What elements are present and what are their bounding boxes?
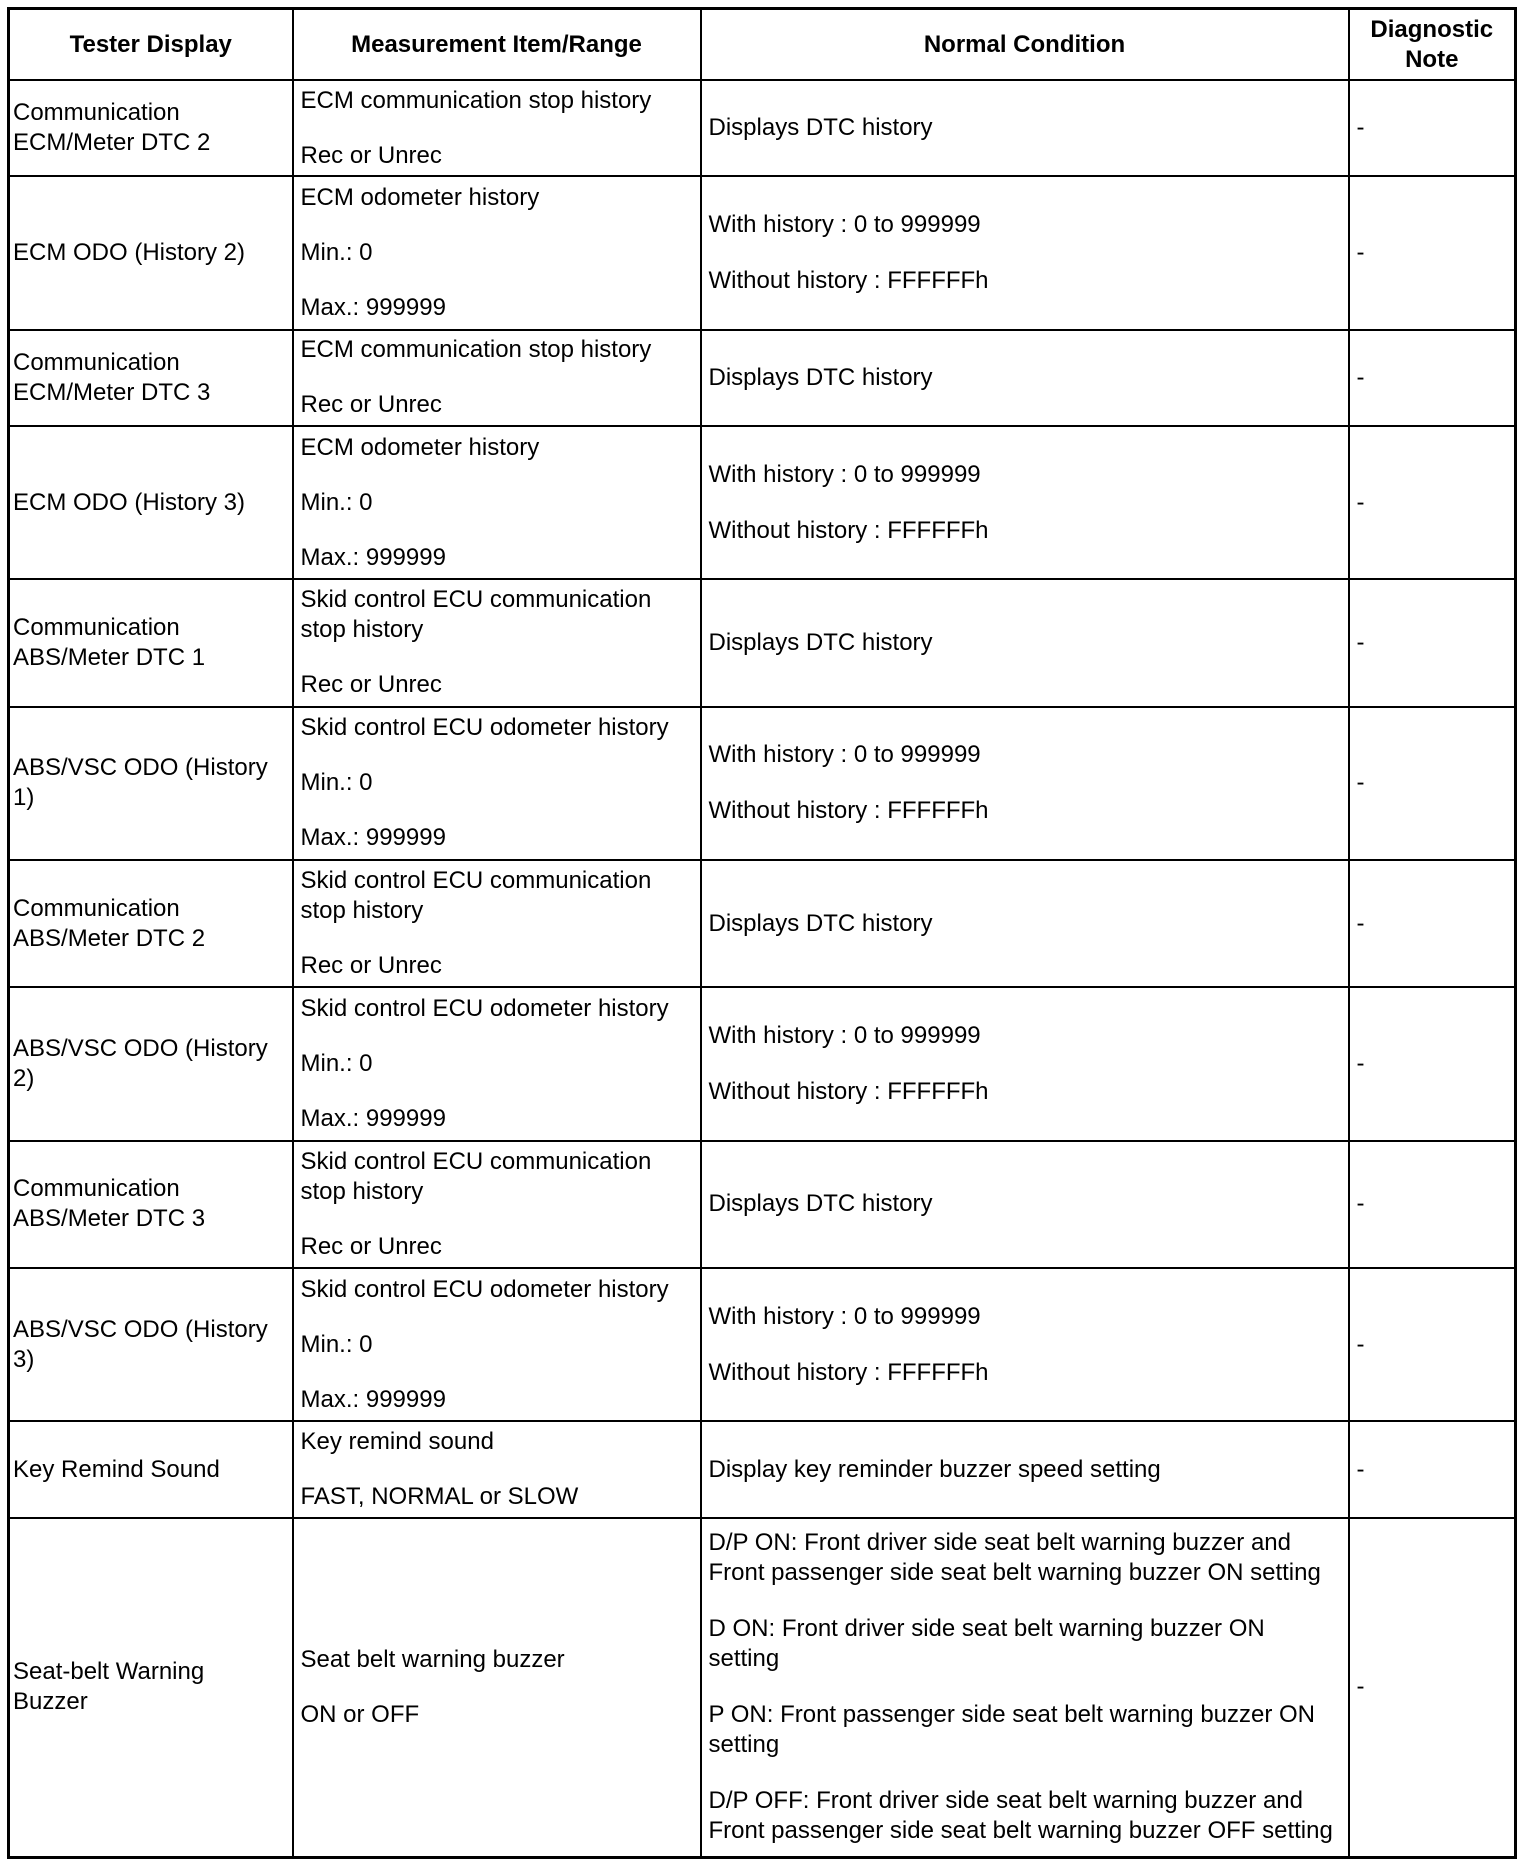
- normal-condition-line: With history : 0 to 999999: [708, 1302, 981, 1330]
- diagnostic-note-cell: -: [1349, 1421, 1516, 1517]
- measurement-line: Min.: 0: [300, 1050, 373, 1077]
- measurement-line: Max.: 999999: [300, 293, 446, 321]
- normal-condition-cell: [701, 579, 1349, 706]
- diagnostic-note-cell: -: [1349, 707, 1516, 860]
- diagnostic-note-cell: -: [1349, 1518, 1516, 1858]
- normal-condition-line: Displays DTC history: [708, 114, 933, 142]
- measurement-cell: [293, 1141, 701, 1268]
- measurement-line: Skid control ECU communication stop history: [300, 586, 652, 644]
- measurement-line: Rec or Unrec: [300, 1232, 442, 1260]
- measurement-line: Key remind sound: [300, 1428, 494, 1456]
- tester-display-cell: Communication ABS/Meter DTC 1: [9, 579, 293, 706]
- tester-display-cell: ABS/VSC ODO (History 2): [9, 987, 293, 1140]
- normal-condition-line: D ON: Front driver side seat belt warning buzzer ON setting: [708, 1615, 1265, 1673]
- diagnostic-note-cell: -: [1349, 987, 1516, 1140]
- measurement-line: Min.: 0: [300, 1330, 373, 1358]
- normal-condition-cell: [701, 1141, 1349, 1268]
- tester-display-cell: Communication ABS/Meter DTC 2: [9, 860, 293, 987]
- measurement-line: Max.: 999999: [300, 1385, 446, 1413]
- normal-condition-line: P ON: Front passenger side seat belt warning buzzer ON setting: [708, 1701, 1316, 1759]
- normal-condition-cell: [701, 1518, 1349, 1858]
- tester-display-cell: Communication ECM/Meter DTC 2: [9, 80, 293, 176]
- table-row: [9, 330, 1516, 426]
- normal-condition-line: Without history : FFFFFFh: [708, 266, 989, 294]
- table-row: [9, 860, 1516, 987]
- normal-condition-line: Displays DTC history: [708, 628, 933, 656]
- normal-condition-cell: [701, 1268, 1349, 1421]
- measurement-cell: [293, 176, 701, 329]
- normal-condition-cell: [701, 987, 1349, 1140]
- header-normal-condition: Normal Condition: [701, 9, 1349, 81]
- measurement-line: Seat belt warning buzzer: [300, 1645, 565, 1673]
- normal-condition-line: Without history : FFFFFFh: [708, 1078, 989, 1105]
- measurement-cell: [293, 426, 701, 579]
- measurement-line: Rec or Unrec: [300, 391, 442, 419]
- measurement-line: Skid control ECU communication stop history: [300, 1147, 652, 1205]
- header-measurement: Measurement Item/Range: [293, 9, 701, 81]
- measurement-line: Min.: 0: [300, 238, 373, 266]
- table-row: [9, 707, 1516, 860]
- table-row: [9, 579, 1516, 706]
- tester-display-cell: Key Remind Sound: [9, 1421, 293, 1517]
- measurement-line: Max.: 999999: [300, 543, 446, 571]
- measurement-cell: [293, 707, 701, 860]
- measurement-cell: [293, 80, 701, 176]
- measurement-cell: [293, 860, 701, 987]
- table-body: [9, 80, 1516, 1858]
- measurement-line: Max.: 999999: [300, 1105, 446, 1132]
- tester-display-cell: Communication ECM/Meter DTC 3: [9, 330, 293, 426]
- tester-display-cell: Communication ABS/Meter DTC 3: [9, 1141, 293, 1268]
- header-row: [9, 9, 1516, 81]
- normal-condition-line: Without history : FFFFFFh: [708, 1358, 989, 1386]
- normal-condition-line: With history : 0 to 999999: [708, 210, 981, 238]
- table-row: [9, 1268, 1516, 1421]
- normal-condition-cell: [701, 80, 1349, 176]
- measurement-line: ON or OFF: [300, 1700, 420, 1728]
- diagnostic-note-cell: -: [1349, 860, 1516, 987]
- header-diagnostic-note: Diagnostic Note: [1349, 9, 1516, 81]
- tester-display-cell: ABS/VSC ODO (History 1): [9, 707, 293, 860]
- normal-condition-cell: [701, 1421, 1349, 1517]
- normal-condition-cell: [701, 426, 1349, 579]
- normal-condition-line: Displays DTC history: [708, 909, 933, 937]
- measurement-line: Skid control ECU odometer history: [300, 995, 669, 1022]
- measurement-line: Rec or Unrec: [300, 141, 442, 169]
- measurement-line: ECM communication stop history: [300, 86, 652, 114]
- measurement-line: Skid control ECU communication stop history: [300, 867, 652, 925]
- tester-display-cell: ECM ODO (History 3): [9, 426, 293, 579]
- measurement-line: Min.: 0: [300, 488, 373, 516]
- normal-condition-line: With history : 0 to 999999: [708, 1022, 981, 1049]
- diagnostic-note-cell: -: [1349, 1141, 1516, 1268]
- diagnostic-note-cell: -: [1349, 579, 1516, 706]
- diagnostic-note-cell: -: [1349, 80, 1516, 176]
- normal-condition-line: Displays DTC history: [708, 363, 933, 391]
- normal-condition-cell: [701, 176, 1349, 329]
- table-row: [9, 1141, 1516, 1268]
- tester-display-cell: ABS/VSC ODO (History 3): [9, 1268, 293, 1421]
- table-header: [9, 9, 1516, 81]
- header-tester-display: Tester Display: [9, 9, 293, 81]
- measurement-line: ECM odometer history: [300, 433, 540, 461]
- diagnostic-note-cell: -: [1349, 176, 1516, 329]
- measurement-cell: [293, 330, 701, 426]
- normal-condition-line: Display key reminder buzzer speed setting: [708, 1455, 1161, 1483]
- measurement-cell: [293, 1518, 701, 1858]
- table-row: [9, 1518, 1516, 1858]
- data-table: [7, 7, 1517, 1859]
- diagnostic-note-cell: -: [1349, 330, 1516, 426]
- measurement-line: Rec or Unrec: [300, 671, 442, 699]
- measurement-line: Max.: 999999: [300, 824, 446, 852]
- normal-condition-cell: [701, 860, 1349, 987]
- table-row: [9, 1421, 1516, 1517]
- normal-condition-cell: [701, 707, 1349, 860]
- normal-condition-line: Displays DTC history: [708, 1190, 933, 1218]
- measurement-cell: [293, 987, 701, 1140]
- measurement-line: FAST, NORMAL or SLOW: [300, 1483, 579, 1511]
- table-row: [9, 80, 1516, 176]
- normal-condition-line: D/P OFF: Front driver side seat belt warning buzzer and Front passenger side seat belt warning buzzer OFF setting: [708, 1787, 1333, 1845]
- diagnostic-note-cell: -: [1349, 426, 1516, 579]
- table-row: [9, 176, 1516, 329]
- normal-condition-line: Without history : FFFFFFh: [708, 797, 989, 825]
- measurement-line: Min.: 0: [300, 769, 373, 797]
- table-row: [9, 426, 1516, 579]
- measurement-line: ECM communication stop history: [300, 336, 652, 364]
- normal-condition-line: D/P ON: Front driver side seat belt warning buzzer and Front passenger side seat belt warning buzzer ON setting: [708, 1529, 1321, 1587]
- measurement-cell: [293, 1421, 701, 1517]
- measurement-line: Skid control ECU odometer history: [300, 1275, 669, 1303]
- diagnostic-note-cell: -: [1349, 1268, 1516, 1421]
- normal-condition-line: With history : 0 to 999999: [708, 741, 981, 769]
- measurement-line: ECM odometer history: [300, 183, 540, 211]
- normal-condition-line: Without history : FFFFFFh: [708, 516, 989, 544]
- normal-condition-cell: [701, 330, 1349, 426]
- table-row: [9, 987, 1516, 1140]
- measurement-cell: [293, 579, 701, 706]
- measurement-cell: [293, 1268, 701, 1421]
- measurement-line: Rec or Unrec: [300, 952, 442, 980]
- tester-display-cell: ECM ODO (History 2): [9, 176, 293, 329]
- tester-display-cell: Seat-belt Warning Buzzer: [9, 1518, 293, 1858]
- normal-condition-line: With history : 0 to 999999: [708, 460, 981, 488]
- measurement-line: Skid control ECU odometer history: [300, 714, 669, 742]
